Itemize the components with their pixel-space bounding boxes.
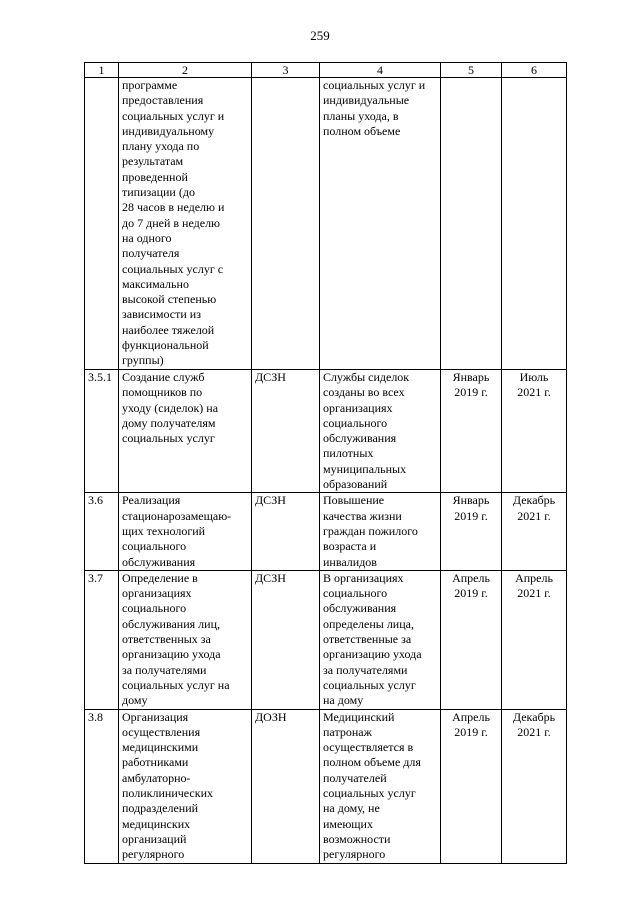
event-cell: Реализация стационарозамещаю- щих технологий социального обслуживания (119, 493, 252, 570)
result-cell: Медицинский патронаж осуществляется в полном объеме для получателей социальных услуг на дому, не имеющих возможности регулярного (320, 709, 441, 863)
row-number: 3.6 (85, 493, 119, 570)
column-header: 1 (85, 63, 119, 78)
result-cell: социальных услуг и индивидуальные планы ухода, в полном объеме (320, 78, 441, 370)
row-number (85, 78, 119, 370)
start-date-cell: Январь 2019 г. (441, 493, 502, 570)
executor-cell: ДОЗН (252, 709, 320, 863)
plan-table (84, 62, 567, 864)
executor-cell: ДСЗН (252, 370, 320, 493)
event-cell: Определение в организациях социального обслуживания лиц, ответственных за организацию ухода за получателями социальных услуг на дому (119, 570, 252, 709)
table-header-row (85, 63, 567, 78)
table-row (85, 570, 567, 709)
end-date-cell: Декабрь 2021 г. (502, 493, 567, 570)
end-date-cell: Декабрь 2021 г. (502, 709, 567, 863)
column-header: 2 (119, 63, 252, 78)
column-header: 5 (441, 63, 502, 78)
start-date-cell: Январь 2019 г. (441, 370, 502, 493)
row-number: 3.7 (85, 570, 119, 709)
column-header: 6 (502, 63, 567, 78)
result-cell: Службы сиделок созданы во всех организациях социального обслуживания пилотных муниципальных образований (320, 370, 441, 493)
table-row (85, 493, 567, 570)
end-date-cell: Июль 2021 г. (502, 370, 567, 493)
executor-cell: ДСЗН (252, 493, 320, 570)
column-header: 4 (320, 63, 441, 78)
start-date-cell (441, 78, 502, 370)
result-cell: Повышение качества жизни граждан пожилого возраста и инвалидов (320, 493, 441, 570)
result-cell: В организациях социального обслуживания определены лица, ответственные за организацию ухода за получателями социальных услуг на дому (320, 570, 441, 709)
executor-cell (252, 78, 320, 370)
row-number: 3.5.1 (85, 370, 119, 493)
table-row (85, 370, 567, 493)
event-cell: Создание служб помощников по уходу (сиделок) на дому получателям социальных услуг (119, 370, 252, 493)
table-row (85, 709, 567, 863)
start-date-cell: Апрель 2019 г. (441, 570, 502, 709)
page-number: 259 (310, 28, 330, 43)
event-cell: Организация осуществления медицинскими работниками амбулаторно- поликлинических подразделений медицинских организаций регулярного (119, 709, 252, 863)
end-date-cell: Апрель 2021 г. (502, 570, 567, 709)
event-cell: программе предоставления социальных услуг и индивидуальному плану ухода по результатам проведенной типизации (до 28 часов в неделю и до 7 дней в неделю на одного получателя социальных услуг с максимально высокой степенью зависимости из наиболее тяжелой функциональной группы) (119, 78, 252, 370)
end-date-cell (502, 78, 567, 370)
start-date-cell: Апрель 2019 г. (441, 709, 502, 863)
table-row (85, 78, 567, 370)
row-number: 3.8 (85, 709, 119, 863)
column-header: 3 (252, 63, 320, 78)
executor-cell: ДСЗН (252, 570, 320, 709)
